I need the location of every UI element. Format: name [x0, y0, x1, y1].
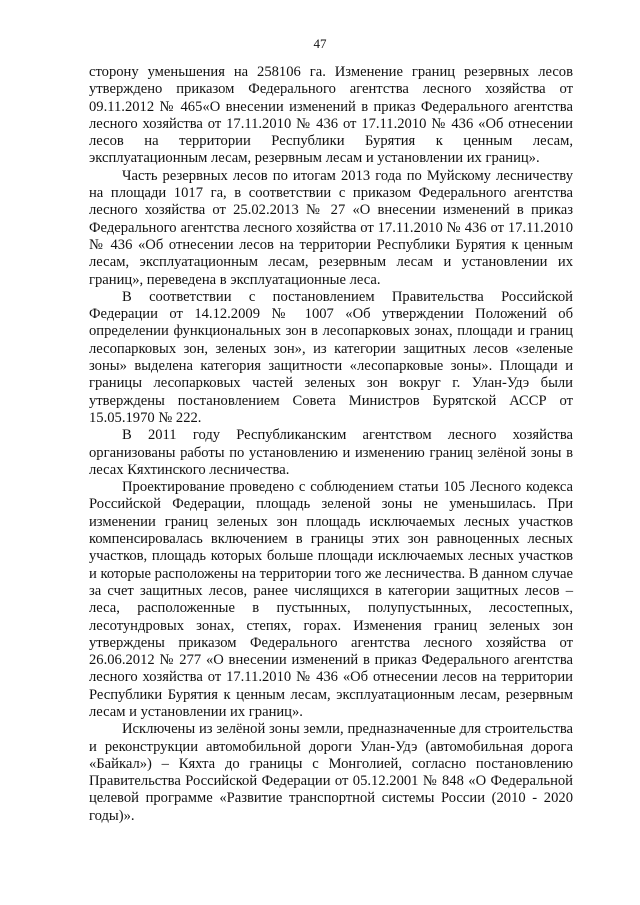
paragraph-2: Часть резервных лесов по итогам 2013 года по Муйскому лесничеству на площади 1017 га, в соответствии с приказом Федерального агентства лесного хозяйства от 25.02.2013 № 27 «О внесении изменений в приказ Федерального агентства лесного хозяйства от 17.11.2010 № 436 от 17.11.2010 № 436 «Об отнесении лесов на территории Республики Бурятия к ценным лесам, эксплуатационным лесам, резервным лесам и установлении их границ», переведена в эксплуатационные леса. — [89, 167, 573, 288]
document-body — [89, 64, 573, 825]
paragraph-1: сторону уменьшения на 258106 га. Изменение границ резервных лесов утверждено приказом Федерального агентства лесного хозяйства от 09.11.2012 № 465«О внесении изменений в приказ Федерального агентства лесного хозяйства от 17.11.2010 № 436 от 17.11.2010 № 436 «Об отнесении лесов на территории Республики Бурятия к ценным лесам, эксплуатационным лесам, резервным лесам и установлении их границ». — [89, 64, 573, 167]
page-number: 47 — [313, 36, 327, 51]
paragraph-3: В соответствии с постановлением Правительства Российской Федерации от 14.12.2009 № 1007 «Об утверждении Положений об определении функциональных зон в лесопарковых зонах, площади и границ лесопарковых зон, зеленых зон», из категории защитных лесов «зеленые зоны» выделена категория защитности «лесопарковые зоны». Площади и границы лесопарковых частей зеленых зон вокруг г. Улан-Удэ были утверждены постановлением Совета Министров Бурятской АССР от 15.05.1970 № 222. — [89, 288, 573, 426]
paragraph-5: Проектирование проведено с соблюдением статьи 105 Лесного кодекса Российской Федерации, площадь зеленой зоны не уменьшилась. При изменении границ зеленых зон площадь исключаемых лесных участков компенсировалась включением в границы этих зон равноценных лесных участков, площадь которых больше площади исключаемых лесных участков и которые расположены на территории того же лесничества. В данном случае за счет защитных лесов, ранее числящихся в категории защитных лесов – леса, расположенные в пустынных, полупустынных, лесостепных, лесотундровых зонах, степях, горах. Изменения границ зеленых зон утверждены приказом Федерального агентства лесного хозяйства от 26.06.2012 № 277 «О внесении изменений в приказ Федерального агентства лесного хозяйства от 17.11.2010 № 436 «Об отнесении лесов на территории Республики Бурятия к ценным лесам, эксплуатационным лесам, резервным лесам и установлении их границ». — [89, 479, 573, 720]
paragraph-4: В 2011 году Республиканским агентством лесного хозяйства организованы работы по установлению и изменению границ зелёной зоны в лесах Кяхтинского лесничества. — [89, 427, 573, 478]
paragraph-6: Исключены из зелёной зоны земли, предназначенные для строительства и реконструкции автомобильной дороги Улан-Удэ (автомобильная дорога «Байкал») – Кяхта до границы с Монголией, согласно постановлению Правительства Российской Федерации от 05.12.2001 № 848 «О Федеральной целевой программе «Развитие транспортной системы России (2010 - 2020 годы)». — [89, 721, 573, 824]
